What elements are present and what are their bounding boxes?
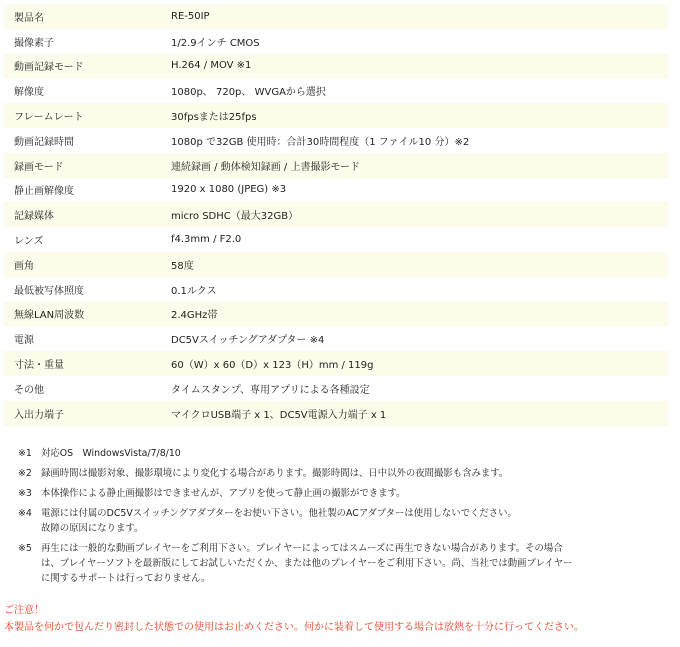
spec-value: 1920 x 1080 (JPEG) ※3 (171, 184, 287, 196)
spec-value: f4.3mm / F2.0 (171, 234, 242, 246)
footnote-mark: ※3 (18, 488, 32, 499)
spec-label: 無線LAN周波数 (14, 310, 85, 322)
spec-value: DC5Vスイッチングアダプター ※4 (171, 335, 325, 347)
spec-label: 静止画解像度 (14, 186, 74, 198)
spec-row (4, 103, 668, 128)
spec-value: 連続録画 / 動体検知録画 / 上書撮影モード (171, 161, 361, 173)
spec-value: 1080p で32GB 使用時：合計30時間程度（1 ファイル10 分）※2 (171, 136, 470, 148)
footnote (18, 541, 668, 586)
spec-label: レンズ (14, 236, 44, 248)
spec-label: 画角 (14, 260, 34, 272)
footnote-text: 録画時間は撮影対象、撮影環境により変化する場合があります。撮影時間は、日中以外の夜間撮影も含みます。 (41, 468, 509, 479)
footnote-text: 再生には一般的な動画プレイヤーをご利用下さい。プレイヤーによってはスムーズに再生できない場合があります。その場合 は、プレイヤーソフトを最新版にしてお試しいただくか、または他のプレイヤーをご利用下さい。尚、当社では動画プレイヤー に関するサポートは行っておりません。 (41, 543, 573, 584)
spec-row (4, 376, 668, 401)
spec-row (4, 29, 668, 54)
spec-value: 30fpsまたは25fps (171, 112, 257, 124)
spec-row (4, 78, 668, 103)
footnote-text: 本体操作による静止画撮影はできませんが、アプリを使って静止画の撮影ができます。 (41, 488, 406, 499)
spec-value: 1/2.9インチ CMOS (171, 37, 260, 49)
footnote-mark: ※5 (18, 543, 32, 554)
spec-row (4, 227, 668, 252)
spec-value: 1080p、 720p、 WVGAから選択 (171, 87, 326, 99)
spec-label: 録画モード (14, 161, 64, 173)
footnote-mark: ※2 (18, 468, 32, 479)
spec-row (4, 202, 668, 227)
footnote-text: 電源には付属のDC5Vスイッチングアダプターをお使い下さい。他社製のACアダプターは使用しないでください。 故障の原因になります。 (41, 508, 517, 534)
spec-row (4, 401, 668, 426)
footnote-text: 対応OS WindowsVista/7/8/10 (41, 448, 181, 459)
caution-text: 本製品を何かで包んだり密封した状態での使用はお止めください。何かに装着して使用する場合は放熱を十分に行ってください。 (4, 622, 584, 633)
spec-label: 動画記録時間 (14, 136, 74, 148)
spec-row (4, 128, 668, 153)
spec-row (4, 178, 668, 203)
spec-row (4, 252, 668, 277)
spec-label: 入出力端子 (14, 409, 64, 421)
spec-value: 58度 (171, 260, 194, 272)
spec-label: 撮像素子 (14, 37, 54, 49)
spec-label: フレームレート (14, 112, 84, 124)
spec-value: マイクロUSB端子 x 1、DC5V電源入力端子 x 1 (171, 409, 387, 421)
caution-block (4, 602, 584, 636)
footnotes (18, 446, 668, 591)
spec-row (4, 277, 668, 302)
spec-row (4, 153, 668, 178)
spec-label: 電源 (14, 335, 34, 347)
spec-value: micro SDHC（最大32GB） (171, 211, 299, 223)
spec-value: タイムスタンプ、専用アプリによる各種設定 (171, 384, 370, 396)
footnote-mark: ※4 (18, 508, 32, 519)
spec-row (4, 351, 668, 376)
spec-label: 製品名 (14, 12, 44, 24)
spec-label: 動画記録モード (14, 62, 84, 74)
spec-row (4, 4, 668, 29)
spec-value: RE-50IP (171, 10, 210, 22)
spec-row (4, 54, 668, 79)
footnote (18, 486, 668, 501)
spec-value: 60（W）x 60（D）x 123（H）mm / 119g (171, 360, 374, 372)
spec-value: 2.4GHz帯 (171, 310, 218, 322)
spec-value: 0.1ルクス (171, 285, 217, 297)
footnote (18, 446, 668, 461)
spec-label: 最低被写体照度 (14, 285, 84, 297)
spec-value: H.264 / MOV ※1 (171, 60, 252, 72)
footnote (18, 506, 668, 536)
spec-label: その他 (14, 384, 44, 396)
spec-row (4, 326, 668, 351)
spec-label: 寸法・重量 (14, 360, 64, 372)
spec-label: 解像度 (14, 87, 44, 99)
spec-table (4, 4, 668, 426)
footnote (18, 466, 668, 481)
footnote-mark: ※1 (18, 448, 32, 459)
caution-title: ご注意！ (4, 605, 44, 616)
spec-label: 記録媒体 (14, 211, 54, 223)
spec-row (4, 302, 668, 327)
